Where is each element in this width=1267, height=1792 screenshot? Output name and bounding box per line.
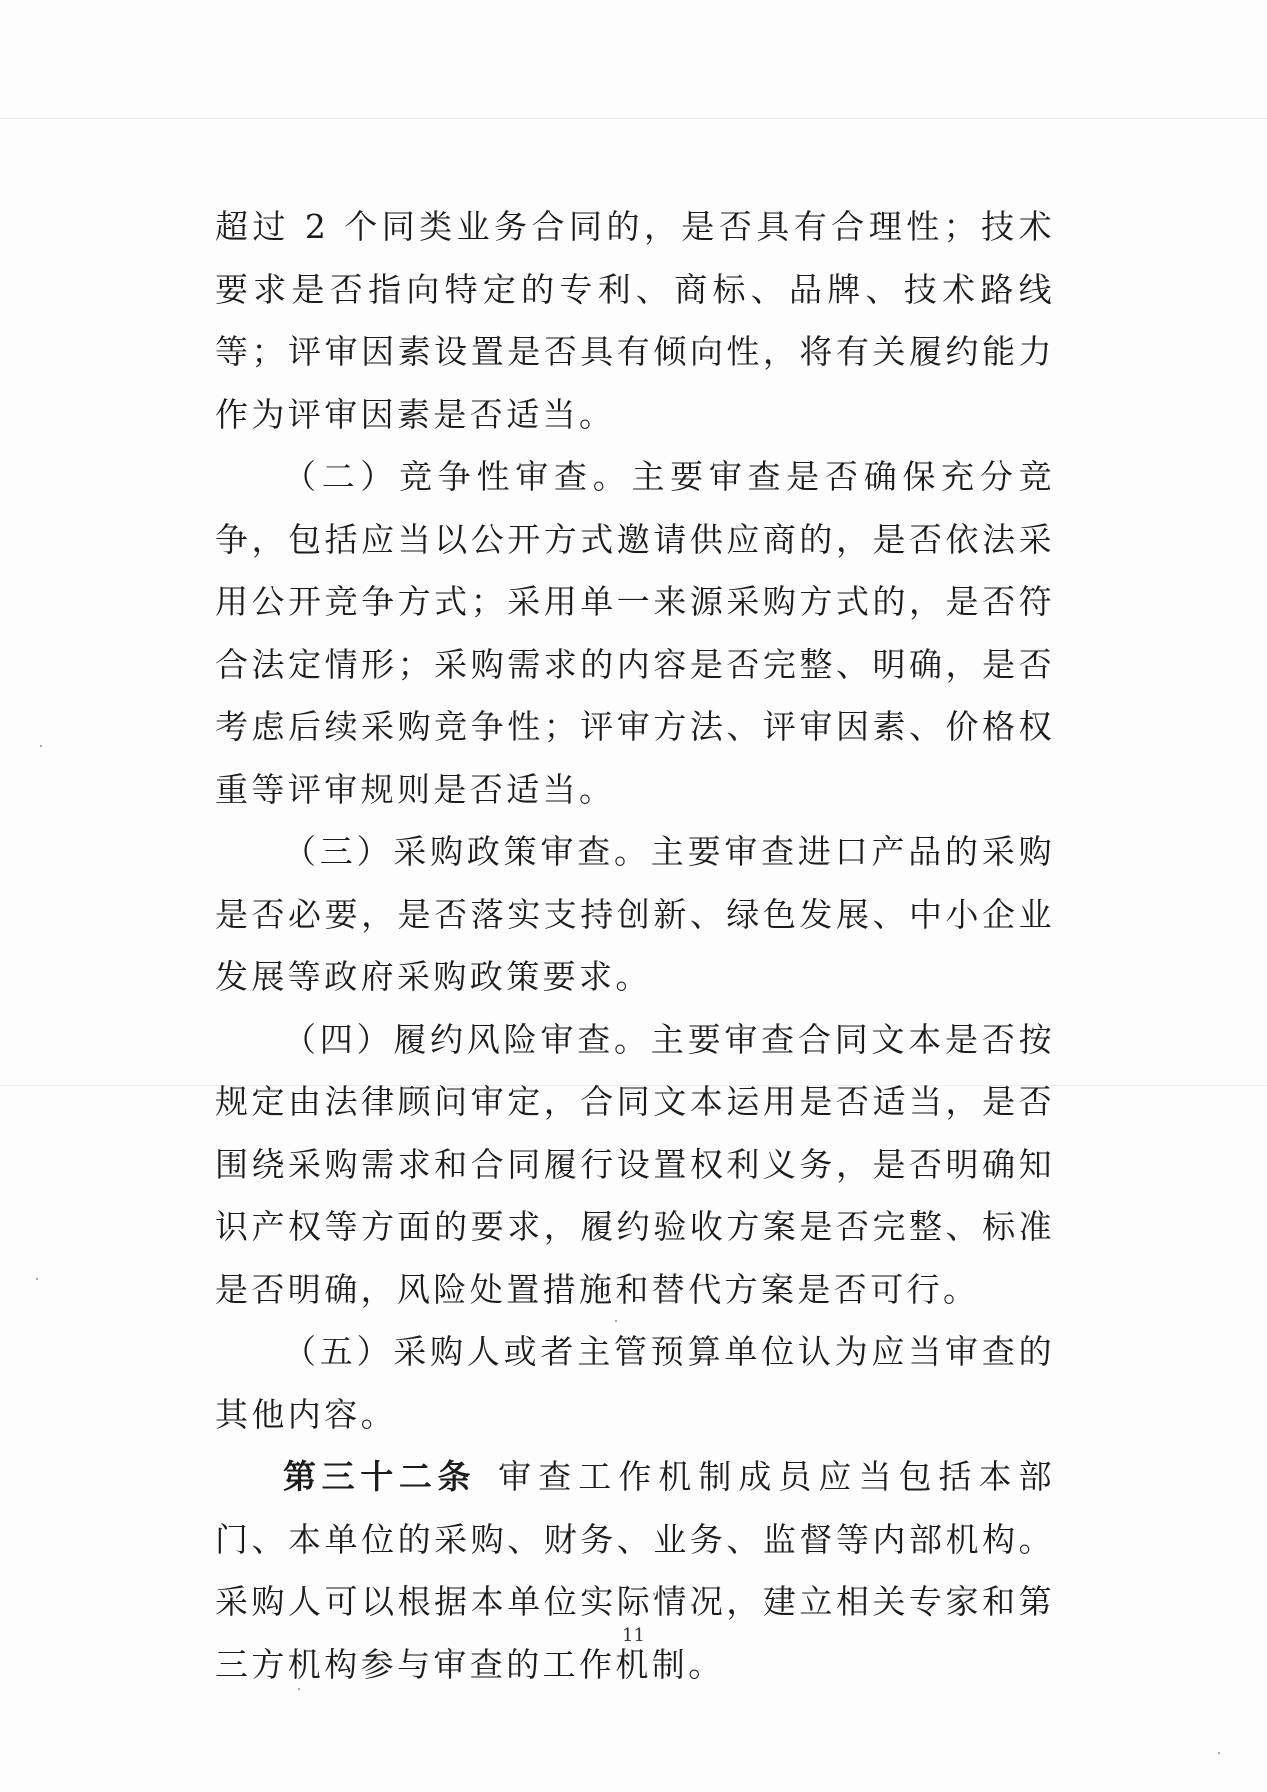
paragraph-policy-review: （三）采购政策审查。主要审查进口产品的采购是否必要，是否落实支持创新、绿色发展、中小企业发展等政府采购政策要求。 [215,832,1055,996]
article-32 [215,1446,1055,1696]
paragraph-performance-risk-review: （四）履约风险审查。主要审查合同文本是否按规定由法律顾问审定，合同文本运用是否适当，是否围绕采购需求和合同履行设置权利义务，是否明确知识产权等方面的要求，履约验收方案是否完整、标准是否明确，风险处置措施和替代方案是否可行。 [215,1019,1055,1309]
page-number: 11 [622,1625,645,1646]
scan-artifact-line [0,118,1267,119]
article-heading: 第三十二条 [283,1457,477,1496]
article-text: 审查工作机制成员应当包括本部门、本单位的采购、财务、业务、监督等内部机构。采购人可以根据本单位实际情况，建立相关专家和第三方机构参与审查的工作机制。 [215,1457,1055,1684]
paragraph-competition-review: （二）竞争性审查。主要审查是否确保充分竞争，包括应当以公开方式邀请供应商的，是否依法采用公开竞争方式；采用单一来源采购方式的，是否符合法定情形；采购需求的内容是否完整、明确，是否考虑后续采购竞争性；评审方法、评审因素、价格权重等评审规则是否适当。 [215,457,1055,809]
scan-speck [36,1278,38,1280]
scan-speck [40,745,42,747]
paragraph-other-content: （五）采购人或者主管预算单位认为应当审查的其他内容。 [215,1332,1055,1434]
scan-speck [1218,1752,1220,1754]
document-body [215,196,1055,1696]
paragraph-continuation: 超过 2 个同类业务合同的，是否具有合理性；技术要求是否指向特定的专利、商标、品牌、技术路线等；评审因素设置是否具有倾向性，将有关履约能力作为评审因素是否适当。 [215,207,1055,434]
